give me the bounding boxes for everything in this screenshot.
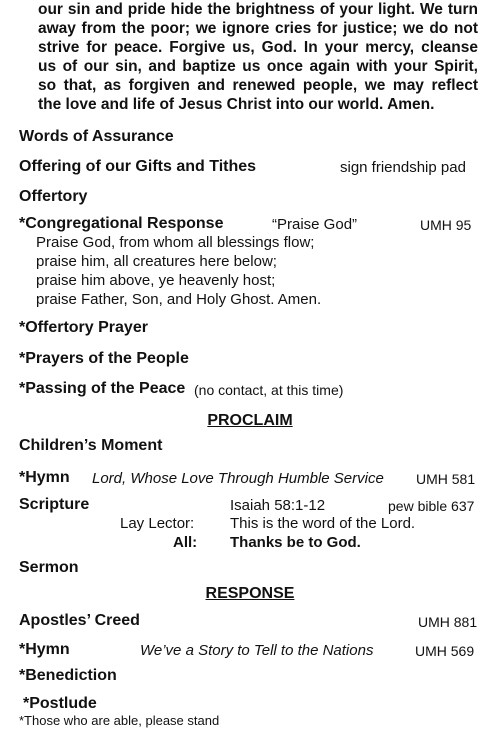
prayer-line: the love and life of Jesus Christ into our world. Amen. — [38, 96, 435, 113]
offering-title: Offering of our Gifts and Tithes — [19, 158, 257, 175]
childrens-moment: Children’s Moment — [19, 437, 163, 454]
passing-of-peace-note: (no contact, at this time) — [194, 382, 344, 398]
hymn-ref: UMH 581 — [416, 471, 476, 487]
hymn-label: *Hymn — [19, 641, 70, 658]
all-response: Thanks be to God. — [230, 534, 361, 551]
doxology-line: praise Father, Son, and Holy Ghost. Amen. — [36, 291, 322, 308]
benediction: *Benediction — [19, 667, 117, 684]
prayers-of-the-people: *Prayers of the People — [19, 350, 189, 367]
footnote: *Those who are able, please stand — [19, 713, 220, 728]
offertory-prayer: *Offertory Prayer — [19, 319, 148, 336]
scripture-reference: Isaiah 58:1-12 — [230, 497, 326, 514]
words-of-assurance: Words of Assurance — [19, 128, 174, 145]
confession-prayer — [38, 0, 478, 114]
lay-lector-label: Lay Lector: — [120, 515, 195, 532]
offertory: Offertory — [19, 188, 88, 205]
prayer-line: us of our sin, and baptize us once again with your Spirit, — [38, 58, 478, 75]
proclaim-heading: PROCLAIM — [207, 412, 293, 429]
prayer-line: strive for peace. Forgive us, God. In your mercy, cleanse — [38, 39, 478, 56]
apostles-creed-title: Apostles’ Creed — [19, 612, 140, 629]
prayer-line: away from the poor; we ignore cries for justice; we do not — [38, 20, 478, 37]
congregational-response-ref: UMH 95 — [420, 217, 472, 233]
doxology-line: Praise God, from whom all blessings flow; — [36, 234, 315, 251]
hymn-label: *Hymn — [19, 469, 70, 486]
sermon: Sermon — [19, 559, 79, 576]
passing-of-peace-title: *Passing of the Peace — [19, 380, 186, 397]
postlude: *Postlude — [23, 695, 97, 712]
lay-lector-text: This is the word of the Lord. — [230, 515, 416, 532]
congregational-response-title: *Congregational Response — [19, 215, 224, 232]
apostles-creed-ref: UMH 881 — [418, 614, 478, 630]
doxology-line: praise him, all creatures here below; — [36, 253, 277, 270]
all-label: All: — [173, 534, 198, 551]
scripture-bible: pew bible 637 — [388, 498, 475, 514]
hymn-title: We’ve a Story to Tell to the Nations — [140, 642, 374, 659]
hymn-ref: UMH 569 — [415, 643, 475, 659]
hymn-title: Lord, Whose Love Through Humble Service — [92, 470, 384, 487]
doxology-lines — [36, 233, 321, 309]
response-heading: RESPONSE — [205, 585, 295, 602]
congregational-response-hymn: “Praise God” — [272, 216, 358, 233]
prayer-line: so that, as forgiven and renewed people, we may reflect — [38, 77, 478, 94]
offering-note: sign friendship pad — [340, 159, 466, 176]
prayer-line: our sin and pride hide the brightness of your light. We turn — [38, 1, 478, 18]
doxology-line: praise him above, ye heavenly host; — [36, 272, 276, 289]
scripture-label: Scripture — [19, 496, 90, 513]
